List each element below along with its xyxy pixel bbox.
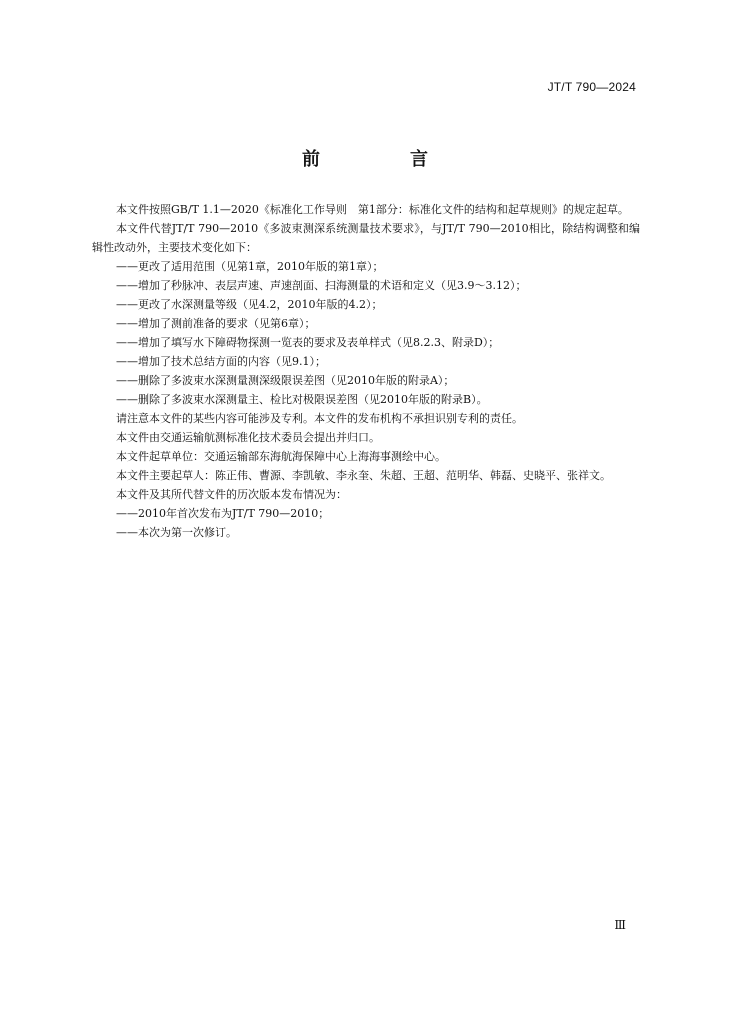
paragraph-drafting-rules: 本文件按照GB/T 1.1—2020《标准化工作导则 第1部分：标准化文件的结构和起草规则》的规定起草。 — [116, 203, 629, 216]
history-item: ——本次为第一次修订。 — [116, 526, 237, 539]
standard-code: JT/T 790—2024 — [547, 80, 636, 94]
paragraph-history-intro: 本文件及其所代替文件的历次版本发布情况为： — [116, 488, 347, 501]
change-item: ——更改了水深测量等级（见4.2，2010年版的4.2）； — [116, 298, 383, 311]
paragraph-proposer: 本文件由交通运输航测标准化技术委员会提出并归口。 — [116, 431, 380, 444]
change-item: ——增加了技术总结方面的内容（见9.1）； — [116, 355, 326, 368]
paragraph-drafters: 本文件主要起草人：陈正伟、曹源、李凯敏、李永奎、朱超、王超、范明华、韩磊、史晓平、张祥文。 — [116, 469, 611, 482]
change-item: ——增加了测前准备的要求（见第6章）； — [116, 317, 316, 330]
paragraph-drafting-unit: 本文件起草单位：交通运输部东海航海保障中心上海海事测绘中心。 — [116, 450, 446, 463]
history-item: ——2010年首次发布为JT/T 790—2010； — [116, 507, 330, 520]
paragraph-replacement: 本文件代替JT/T 790—2010《多波束测深系统测量技术要求》，与JT/T 790—2010相比，除结构调整和编辑性改动外，主要技术变化如下： — [92, 222, 640, 254]
change-item: ——增加了填写水下障碍物探测一览表的要求及表单样式（见8.2.3、附录D）； — [116, 336, 500, 349]
change-item: ——删除了多波束水深测量测深级限误差图（见2010年版的附录A）； — [116, 374, 455, 387]
paragraph-patent-notice: 请注意本文件的某些内容可能涉及专利。本文件的发布机构不承担识别专利的责任。 — [116, 412, 523, 425]
page-title: 前 言 — [302, 149, 464, 170]
change-item: ——增加了秒脉冲、表层声速、声速剖面、扫海测量的术语和定义（见3.9～3.12）； — [116, 279, 527, 292]
change-item: ——删除了多波束水深测量主、检比对极限误差图（见2010年版的附录B）。 — [116, 393, 488, 406]
change-item: ——更改了适用范围（见第1章，2010年版的第1章）； — [116, 260, 384, 273]
foreword-body — [92, 200, 640, 542]
page-number: Ⅲ — [614, 918, 626, 932]
